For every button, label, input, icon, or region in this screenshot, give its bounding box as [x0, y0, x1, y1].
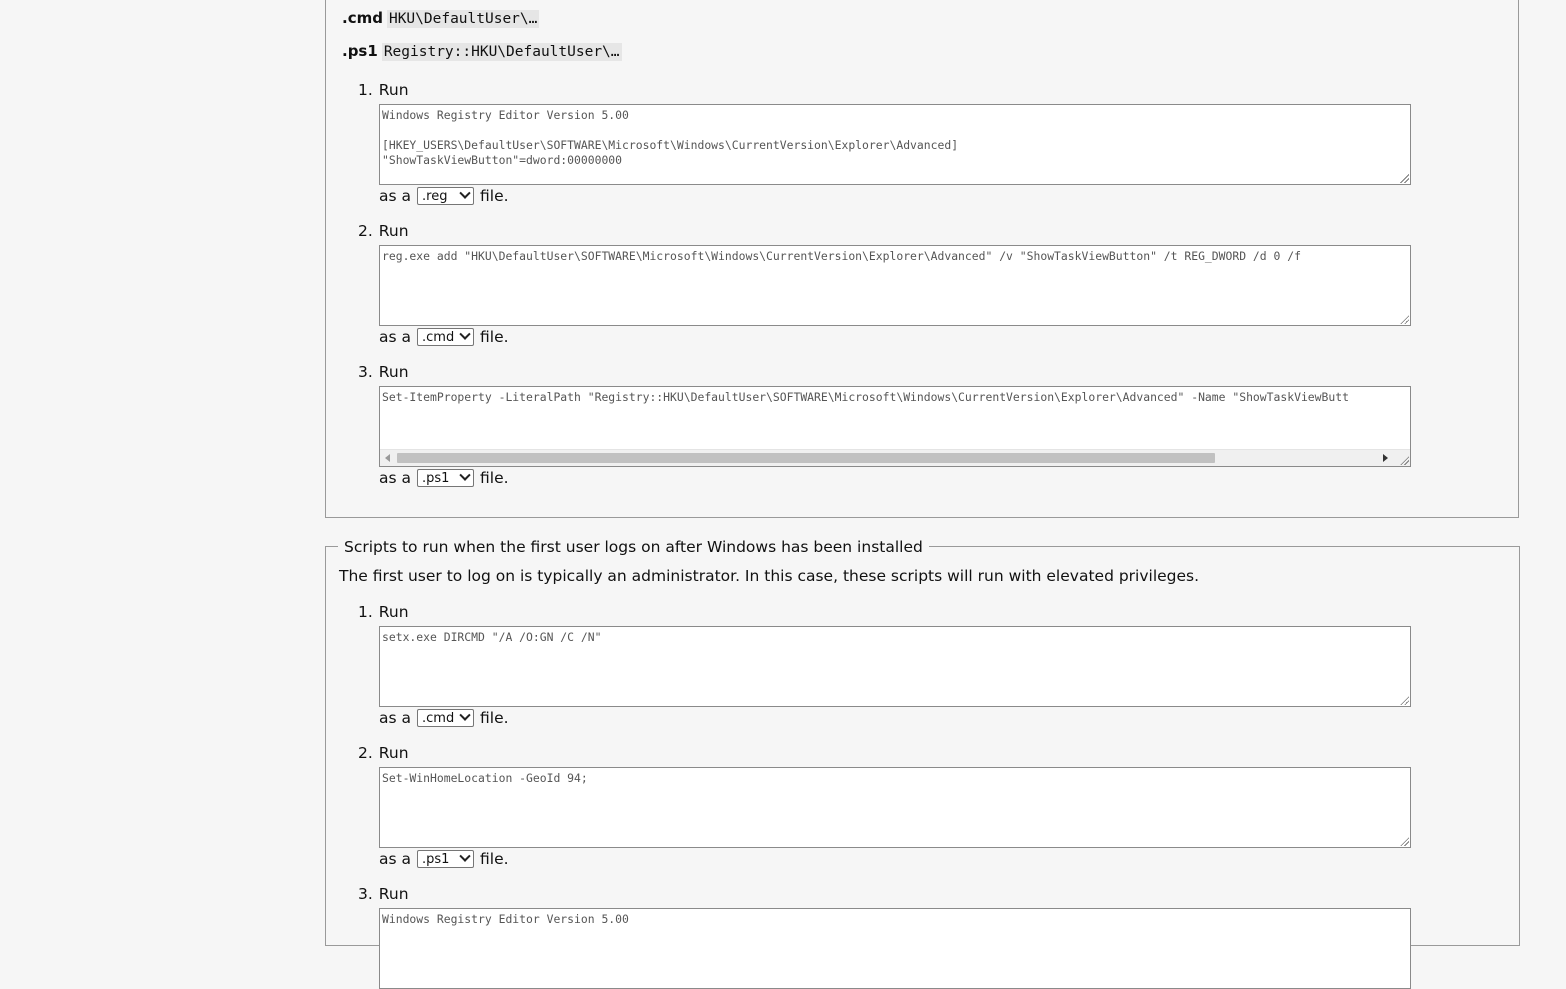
resize-handle[interactable]: [1399, 695, 1409, 705]
ps1-ext-label: .ps1: [342, 42, 378, 60]
filetype-value: .cmd: [422, 710, 455, 726]
ps1-script-box: [379, 386, 1411, 467]
file-text: file.: [480, 850, 509, 868]
as-a-text: as a: [379, 469, 411, 487]
scroll-left-arrow-icon[interactable]: [385, 454, 390, 462]
first-logon-fieldset: [325, 546, 1520, 946]
cmd-ext-label: .cmd: [342, 9, 383, 27]
chevron-down-icon: [459, 710, 470, 721]
reg-script-textarea[interactable]: Windows Registry Editor Version 5.00 [HKEY_USERS\DefaultUser\SOFTWARE\Microsoft\Windows\CurrentVersion\Explorer\Advanced] "ShowTaskViewButton"=dword:00000000: [379, 104, 1411, 185]
chevron-down-icon: [459, 470, 470, 481]
logon-ps1-textarea[interactable]: Set-WinHomeLocation -GeoId 94;: [379, 767, 1411, 848]
as-a-text: as a: [379, 328, 411, 346]
filetype-select[interactable]: [417, 709, 474, 727]
step-number: 2.: [358, 222, 373, 240]
scrollbar-thumb[interactable]: [397, 453, 1215, 463]
first-logon-legend: Scripts to run when the first user logs on after Windows has been installed: [338, 536, 929, 558]
file-text: file.: [480, 709, 509, 727]
file-text: file.: [480, 469, 509, 487]
step-3-filetype-line: [379, 469, 509, 487]
cmd-path-line: [342, 9, 539, 27]
resize-handle[interactable]: [1399, 314, 1409, 324]
step-number: 1.: [358, 81, 373, 99]
logon-step-3-heading: [358, 885, 409, 903]
step-run-label: Run: [378, 603, 409, 621]
cmd-script-textarea[interactable]: reg.exe add "HKU\DefaultUser\SOFTWARE\Microsoft\Windows\CurrentVersion\Explorer\Advanced" /v "ShowTaskViewButton" /t REG_DWORD /d 0 /f: [379, 245, 1411, 326]
logon-step-1-heading: [358, 603, 409, 621]
step-2-heading: [358, 222, 409, 240]
as-a-text: as a: [379, 850, 411, 868]
first-logon-description: The first user to log on is typically an administrator. In this case, these scripts will run with elevated privileges.: [339, 567, 1200, 585]
step-1-filetype-line: [379, 187, 509, 205]
step-3-heading: [358, 363, 409, 381]
chevron-down-icon: [459, 329, 470, 340]
filetype-value: .reg: [422, 188, 448, 204]
ps1-path-line: [342, 42, 622, 60]
step-number: 2.: [358, 744, 373, 762]
filetype-select[interactable]: [417, 469, 474, 487]
chevron-down-icon: [459, 188, 470, 199]
step-run-label: Run: [378, 81, 409, 99]
ps1-path-code: Registry::HKU\DefaultUser\…: [383, 44, 620, 60]
step-number: 1.: [358, 603, 373, 621]
filetype-value: .ps1: [422, 470, 450, 486]
step-2-filetype-line: [379, 328, 509, 346]
cmd-path-code: HKU\DefaultUser\…: [388, 11, 538, 27]
logon-step-1-filetype-line: [379, 709, 509, 727]
logon-step-2-heading: [358, 744, 409, 762]
resize-handle[interactable]: [1399, 836, 1409, 846]
step-number: 3.: [358, 885, 373, 903]
as-a-text: as a: [379, 709, 411, 727]
logon-reg-textarea[interactable]: Windows Registry Editor Version 5.00: [379, 908, 1411, 989]
filetype-select[interactable]: [417, 328, 474, 346]
as-a-text: as a: [379, 187, 411, 205]
logon-step-2-filetype-line: [379, 850, 509, 868]
step-run-label: Run: [378, 744, 409, 762]
step-number: 3.: [358, 363, 373, 381]
chevron-down-icon: [459, 851, 470, 862]
scroll-right-arrow-icon[interactable]: [1383, 454, 1388, 462]
file-text: file.: [480, 187, 509, 205]
filetype-select[interactable]: [417, 187, 474, 205]
ps1-script-textarea[interactable]: Set-ItemProperty -LiteralPath "Registry::HKU\DefaultUser\SOFTWARE\Microsoft\Windows\CurrentVersion\Explorer\Advanced" -Name "ShowTaskViewButt: [379, 386, 1411, 467]
file-text: file.: [480, 328, 509, 346]
step-run-label: Run: [378, 885, 409, 903]
resize-handle[interactable]: [1399, 173, 1409, 183]
resize-handle[interactable]: [1399, 455, 1409, 465]
filetype-value: .cmd: [422, 329, 455, 345]
logon-cmd-textarea[interactable]: setx.exe DIRCMD "/A /O:GN /C /N": [379, 626, 1411, 707]
horizontal-scrollbar[interactable]: [380, 449, 1410, 466]
filetype-select[interactable]: [417, 850, 474, 868]
step-run-label: Run: [378, 222, 409, 240]
step-1-heading: [358, 81, 409, 99]
step-run-label: Run: [378, 363, 409, 381]
filetype-value: .ps1: [422, 851, 450, 867]
